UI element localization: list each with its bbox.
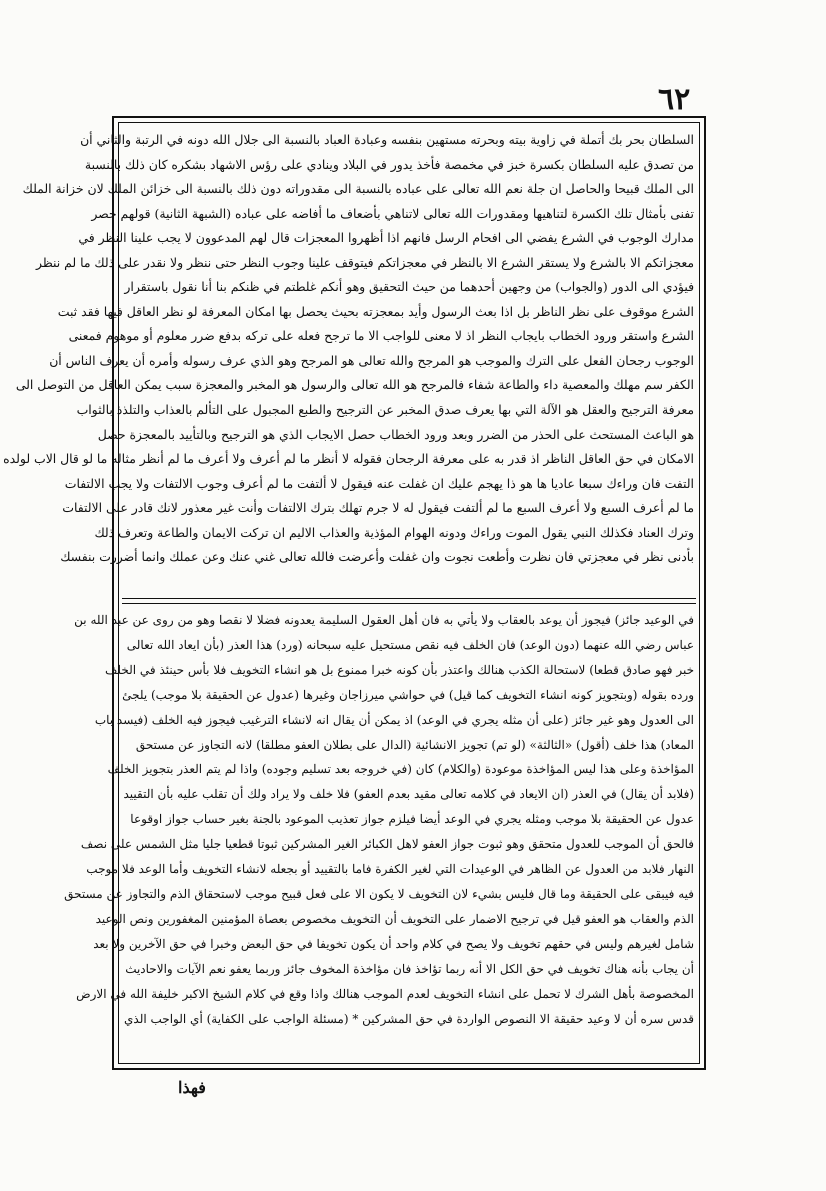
- text-frame: [3, 116, 706, 1070]
- main-text-line: من تصدق عليه السلطان بكسرة خبز في مخمصة فأخذ يدور في البلاد وينادي على رؤس الاشهاد بشكره كان ذلك بالنسبة: [84, 156, 694, 172]
- main-text-line: وترك العناد فكذلك النبي يقول الموت وراءك ودونه الهوام المؤذية والعذاب الاليم ان تركت الايمان والطاعة وتعرف ذلك: [94, 524, 694, 540]
- main-text-line: الشرع موقوف على نظر الناظر بل اذا بعث الرسول وأيد بمعجزته بحيث يحصل بها امكان المعرفة لو نظر العاقل فيها فقد ثبت: [57, 303, 694, 319]
- main-text-line: فيؤدي الى الدور (والجواب) من وجهين أحدهما من حيث التحقيق وهو أنكم غلطتم في ظنكم بنا أنا نقول باستقرار: [124, 279, 694, 295]
- main-text-line: الى الملك قبيحا والحاصل ان جلة نعم الله تعالى على عباده بالنسبة الى مقدوراته دون ذلك بالنسبة الى خزائن الملك لان خزانة الملك: [22, 181, 694, 197]
- commentary-line: شامل لغيرهم وليس في حقهم تخويف ولا يصح في كلام واحد أن يكون تخويفا في حق البعض وخبرا في حق الآخرين ولا بعد: [93, 936, 694, 951]
- commentary-line: فيه فيبقى على الحقيقة وما قال فليس بشيء لان التخويف لا يكون الا على فعل قبيح موجب لاستحقاق الذم والتجاوز عن مستحق: [64, 886, 694, 901]
- main-text-line: تفنى بأمثال تلك الكسرة لتناهيها ومقدورات الله تعالى لاتناهي بأضعاف ما أفاضه على عباده (الشبهة الثانية) قولهم حصر: [91, 205, 694, 221]
- commentary-line: المعاد) هذا خلف (أقول) «الثالثة» (لو تم) تجويز الانشائية (الدال على بطلان العفو مطلقا) لانه التجاوز عن مستحق: [135, 737, 694, 752]
- main-text-line: معرفة الترجيح والعقل هو الآلة التي بها يعرف صدق المخبر عن الترجيح والطبع المجبول على التألم بالعذاب والتلذذ بالثواب: [76, 402, 694, 418]
- commentary-line: فالحق أن الموجب للعدول متحقق وهو ثبوت جواز العفو لاهل الكبائر الغير المشركين ثبوتا قطعيا جليا مثل الشمس على نصف: [80, 837, 694, 852]
- main-text-line: الكفر سم مهلك والمعصية داء والطاعة شفاء فالمرجح هو الله تعالى والرسول هو المخبر والمعجزة سبب يمكن العاقل من التوصل الى: [15, 377, 694, 393]
- catchword: فهذا: [178, 1078, 206, 1097]
- commentary-line: (فلابد أن يقال) في العذر (ان الايعاد في كلامه تعالى مقيد بعدم العفو) فلا خلف ولا يراد ولك أن تقلب عليه بأن التقييد: [123, 787, 694, 802]
- section-divider: [122, 598, 696, 599]
- commentary-line: المخصوصة بأهل الشرك لا تحمل على انشاء التخويف لعدم الموجب هنالك واذا وقع في كلام الشيخ الاكبر خليفة الله في الارض: [76, 986, 694, 1001]
- main-text-line: معجزاتكم الا بالشرع ولا يستقر الشرع الا بالنظر في معجزاتكم فيتوقف علينا وجوب النظر حتى ننظر ولا نقدر على ذلك ما لم ننظر: [35, 254, 694, 270]
- commentary-line: ورده بقوله (وبتجويز كونه انشاء التخويف كما قيل) في حواشي ميرزاجان وغيرها (عدول عن الحقيقة بلا موجب) يلجئ: [122, 687, 694, 702]
- commentary-line: الذم والعقاب هو العفو قيل في ترجيح الاضمار على التخويف أن التخويف مخصوص بعصاة المؤمنين المغفورين ونص الوعيد: [95, 911, 694, 926]
- main-text-line: بأدنى نظر في معجزتي فان نظرت وأطعت نجوت وان غفلت وأعرضت فالله تعالى غني عنك وعن عملك وانما أضررت بنفسك: [60, 549, 694, 565]
- commentary-text-block: [64, 608, 694, 1031]
- commentary-line: النهار فلابد من العدول عن الظاهر في الوعيدات التي لغير الكفرة فاما بالتقييد أو بجعله لانشاء التخويف وأما الوعد فلا موجب: [86, 862, 694, 877]
- main-text-block: [3, 128, 694, 570]
- main-text-line: ما لم أعرف السبع ولا أعرف السبع ما لم ألتفت فيقول له لا جرم تهلك بترك الالتفات وأنت غير معذور لانك قادر على الالتفات: [62, 500, 694, 516]
- main-text-line: مدارك الوجوب في الشرع يفضي الى افحام الرسل فانهم اذا أظهروا المعجزات قال لهم المدعوون لا يجب علينا النظر في: [78, 230, 694, 246]
- main-text-line: الشرع واستقر ورود الخطاب بايجاب النظر اذ لا معنى للواجب الا ما ترجح فعله على تركه بدفع ضرر معلوم أو موهوم فمعنى: [68, 328, 694, 344]
- commentary-line: قدس سره أن لا وعيد حقيقة الا النصوص الواردة في حق المشركين * (مسئلة الواجب على الكفاية) أي الواجب الذي: [124, 1011, 694, 1026]
- main-text-line: التفت فان وراءك سبعا عاديا ها هو ذا يهجم عليك ان غفلت عنه فيقول لا ألتفت ما لم أعرف وجوب الالتفات ولا يجب الالتفات: [64, 475, 694, 491]
- commentary-line: المؤاخذة وعلى هذا ليس المؤاخذة موعودة (والكلام) كان (في خروجه بعد تسليم وجوده) واذا لم يتم العذر بتجويز الخلف: [107, 762, 694, 777]
- commentary-line: عدول عن الحقيقة بلا موجب ومثله يجري في الوعد أيضا فيلزم جواز تعذيب الموعود بالجنة بغير حساب جواز اوقوعا: [130, 812, 694, 827]
- main-text-line: الامكان في حق العاقل الناظر اذ قدر به على معرفة الرجحان فقوله لا أنظر ما لم أعرف ولا أعرف ما لم أنظر مثاله ما لو قال الاب لولده: [3, 451, 694, 467]
- section-divider: [122, 603, 696, 604]
- commentary-line: في الوعيد جائز) فيجوز أن يوعد بالعقاب ولا يأتي به فان أهل العقول السليمة يعدونه فضلا لا نقصا وهو من روى عن عبد الله بن: [74, 613, 694, 627]
- commentary-line: عباس رضي الله عنهما (دون الوعد) فان الخلف فيه نقص مستحيل عليه سبحانه (ورد) هذا العذر (بأن ايعاد الله تعالى: [126, 637, 694, 652]
- commentary-line: خبر فهو صادق قطعا) لاستحالة الكذب هنالك واعتذر بأن كونه خبرا ممنوع بل هو انشاء التخويف فلا بأس حينئذ في الخلف: [104, 662, 694, 677]
- main-text-line: الوجوب رجحان الفعل على الترك والموجب هو المرجح والله تعالى هو المرجح وهو الذي عرف رسوله وأمره أن يعرف الناس أن: [49, 352, 694, 368]
- main-text-line: السلطان بحر بك أتملة في زاوية بيته وبحرته مستهين بنفسه وعبادة العباد بالنسبة الى جلال الله دونه في الرتبة والثاني أن: [80, 132, 694, 147]
- commentary-line: الى العدول وهو غير جائز (على أن مثله يجري في الوعد) اذ يمكن أن يقال انه لانشاء الترغيب فيجوز فيه الخلف (فيسد باب: [94, 712, 694, 727]
- page-number: ٦٢: [658, 82, 691, 117]
- commentary-line: أن يجاب بأنه هناك تخويف في حق الكل الا أنه ربما تؤاخذ فان مؤاخذة المخوف جائز وربما يعفو نعم الآيات والاحاديث: [125, 961, 694, 976]
- main-text-line: هو الباعث المستحث على الحذر من الضرر وبعد ورود الخطاب حصل الايجاب الذي هو الترجيح وبالتأييد بالمعجزة حصل: [97, 426, 694, 442]
